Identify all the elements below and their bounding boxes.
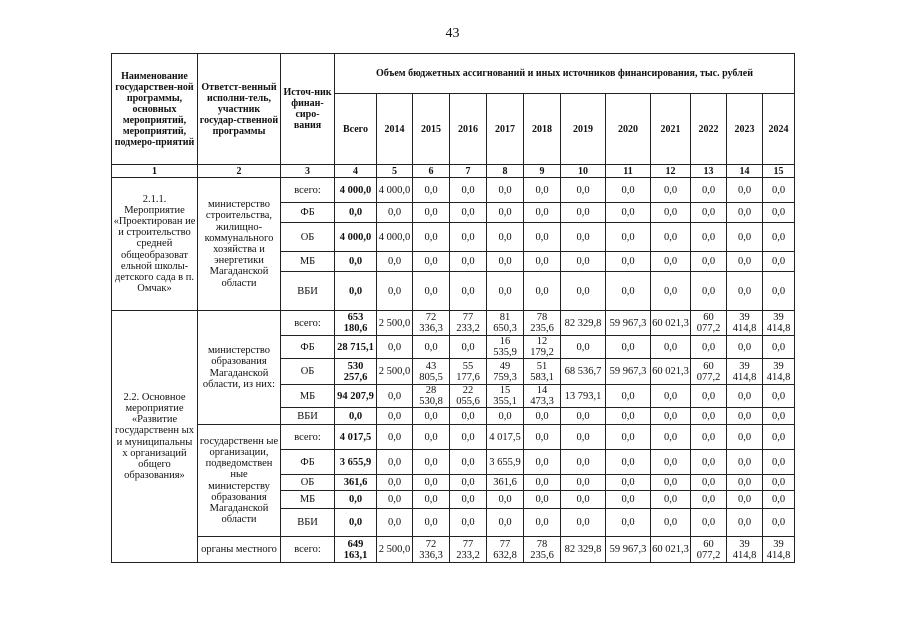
column-index-row <box>112 165 795 178</box>
amount-cell: 4 000,0 <box>377 223 413 252</box>
total-cell: 28 715,1 <box>335 336 377 359</box>
amount-cell: 0,0 <box>691 450 727 475</box>
amount-cell: 77 632,8 <box>487 537 524 563</box>
total-cell: 0,0 <box>335 252 377 272</box>
amount-cell: 0,0 <box>524 425 561 450</box>
amount-cell: 0,0 <box>691 336 727 359</box>
amount-cell: 0,0 <box>727 450 763 475</box>
amount-cell: 0,0 <box>450 336 487 359</box>
amount-cell: 0,0 <box>606 425 651 450</box>
funding-source-cell: ОБ <box>281 475 335 491</box>
amount-cell: 0,0 <box>487 252 524 272</box>
amount-cell: 0,0 <box>651 491 691 509</box>
amount-cell: 39 414,8 <box>727 311 763 336</box>
amount-cell: 0,0 <box>413 509 450 537</box>
amount-cell: 0,0 <box>651 203 691 223</box>
amount-cell: 0,0 <box>606 491 651 509</box>
amount-cell: 0,0 <box>763 491 795 509</box>
amount-cell: 0,0 <box>450 272 487 311</box>
amount-cell: 0,0 <box>524 223 561 252</box>
amount-cell: 0,0 <box>561 491 606 509</box>
amount-cell: 0,0 <box>450 203 487 223</box>
header-year-col: 2018 <box>524 94 561 165</box>
column-index: 15 <box>763 165 795 178</box>
amount-cell: 0,0 <box>651 475 691 491</box>
amount-cell: 0,0 <box>691 385 727 408</box>
amount-cell: 82 329,8 <box>561 311 606 336</box>
amount-cell: 0,0 <box>377 450 413 475</box>
amount-cell: 0,0 <box>727 272 763 311</box>
funding-source-cell: всего: <box>281 537 335 563</box>
header-program-name: Наименование государствен-ной программы, основных мероприятий, мероприятий, подмеро-приятий <box>112 54 198 165</box>
amount-cell: 60 021,3 <box>651 537 691 563</box>
funding-source-cell: всего: <box>281 178 335 203</box>
amount-cell: 0,0 <box>524 178 561 203</box>
header-year-col: 2020 <box>606 94 651 165</box>
total-cell: 94 207,9 <box>335 385 377 408</box>
column-index: 13 <box>691 165 727 178</box>
column-index: 9 <box>524 165 561 178</box>
amount-cell: 0,0 <box>413 203 450 223</box>
amount-cell: 0,0 <box>763 336 795 359</box>
amount-cell: 0,0 <box>727 425 763 450</box>
amount-cell: 0,0 <box>651 425 691 450</box>
amount-cell: 0,0 <box>377 203 413 223</box>
funding-source-cell: МБ <box>281 252 335 272</box>
amount-cell: 0,0 <box>727 385 763 408</box>
amount-cell: 0,0 <box>487 203 524 223</box>
amount-cell: 81 650,3 <box>487 311 524 336</box>
amount-cell: 0,0 <box>651 223 691 252</box>
header-year-col: 2024 <box>763 94 795 165</box>
amount-cell: 0,0 <box>691 491 727 509</box>
amount-cell: 0,0 <box>413 223 450 252</box>
amount-cell: 0,0 <box>561 408 606 425</box>
amount-cell: 0,0 <box>413 336 450 359</box>
amount-cell: 0,0 <box>561 425 606 450</box>
amount-cell: 39 414,8 <box>763 311 795 336</box>
amount-cell: 0,0 <box>413 408 450 425</box>
column-index: 3 <box>281 165 335 178</box>
amount-cell: 0,0 <box>524 475 561 491</box>
header-year-col: 2023 <box>727 94 763 165</box>
amount-cell: 78 235,6 <box>524 311 561 336</box>
amount-cell: 0,0 <box>606 475 651 491</box>
header-year-col: Всего <box>335 94 377 165</box>
amount-cell: 0,0 <box>524 203 561 223</box>
amount-cell: 12 179,2 <box>524 336 561 359</box>
amount-cell: 0,0 <box>377 252 413 272</box>
amount-cell: 0,0 <box>727 252 763 272</box>
amount-cell: 4 017,5 <box>487 425 524 450</box>
amount-cell: 0,0 <box>763 223 795 252</box>
funding-source-cell: ФБ <box>281 336 335 359</box>
funding-source-cell: МБ <box>281 385 335 408</box>
column-index: 7 <box>450 165 487 178</box>
funding-source-cell: ФБ <box>281 203 335 223</box>
amount-cell: 0,0 <box>651 178 691 203</box>
amount-cell: 0,0 <box>524 509 561 537</box>
table-row <box>112 178 795 203</box>
amount-cell: 0,0 <box>413 272 450 311</box>
amount-cell: 59 967,3 <box>606 537 651 563</box>
amount-cell: 2 500,0 <box>377 537 413 563</box>
column-index: 8 <box>487 165 524 178</box>
amount-cell: 0,0 <box>413 475 450 491</box>
amount-cell: 55 177,6 <box>450 359 487 385</box>
amount-cell: 0,0 <box>763 203 795 223</box>
amount-cell: 0,0 <box>487 178 524 203</box>
amount-cell: 0,0 <box>450 252 487 272</box>
column-index: 10 <box>561 165 606 178</box>
amount-cell: 4 000,0 <box>377 178 413 203</box>
amount-cell: 0,0 <box>606 336 651 359</box>
total-cell: 361,6 <box>335 475 377 491</box>
amount-cell: 0,0 <box>450 223 487 252</box>
amount-cell: 0,0 <box>606 509 651 537</box>
amount-cell: 0,0 <box>727 203 763 223</box>
budget-table <box>111 53 795 563</box>
funding-source-cell: ВБИ <box>281 408 335 425</box>
header-year-col: 2014 <box>377 94 413 165</box>
amount-cell: 0,0 <box>561 509 606 537</box>
amount-cell: 72 336,3 <box>413 311 450 336</box>
amount-cell: 0,0 <box>651 450 691 475</box>
amount-cell: 0,0 <box>561 450 606 475</box>
funding-source-cell: ВБИ <box>281 509 335 537</box>
amount-cell: 0,0 <box>727 223 763 252</box>
table-row <box>112 311 795 336</box>
amount-cell: 0,0 <box>561 272 606 311</box>
amount-cell: 0,0 <box>413 491 450 509</box>
amount-cell: 0,0 <box>524 450 561 475</box>
amount-cell: 0,0 <box>691 272 727 311</box>
amount-cell: 43 805,5 <box>413 359 450 385</box>
amount-cell: 0,0 <box>763 509 795 537</box>
amount-cell: 0,0 <box>727 491 763 509</box>
amount-cell: 0,0 <box>377 336 413 359</box>
amount-cell: 68 536,7 <box>561 359 606 385</box>
amount-cell: 0,0 <box>524 408 561 425</box>
amount-cell: 39 414,8 <box>727 359 763 385</box>
total-cell: 0,0 <box>335 509 377 537</box>
amount-cell: 0,0 <box>413 252 450 272</box>
total-cell: 653 180,6 <box>335 311 377 336</box>
amount-cell: 0,0 <box>450 450 487 475</box>
page-number: 43 <box>445 26 460 41</box>
amount-cell: 15 355,1 <box>487 385 524 408</box>
amount-cell: 0,0 <box>561 336 606 359</box>
header-year-col: 2022 <box>691 94 727 165</box>
amount-cell: 0,0 <box>763 450 795 475</box>
amount-cell: 22 055,6 <box>450 385 487 408</box>
amount-cell: 0,0 <box>561 203 606 223</box>
funding-source-cell: ВБИ <box>281 272 335 311</box>
program-name-cell: 2.2. Основное мероприятие «Развитие государственн ых и муниципальны х организаций общего образования» <box>112 311 198 563</box>
total-cell: 4 000,0 <box>335 223 377 252</box>
amount-cell: 0,0 <box>691 475 727 491</box>
amount-cell: 16 535,9 <box>487 336 524 359</box>
amount-cell: 60 077,2 <box>691 537 727 563</box>
amount-cell: 60 077,2 <box>691 359 727 385</box>
amount-cell: 0,0 <box>450 491 487 509</box>
executor-cell: органы местного <box>198 537 281 563</box>
amount-cell: 0,0 <box>691 425 727 450</box>
amount-cell: 0,0 <box>727 178 763 203</box>
amount-cell: 0,0 <box>727 509 763 537</box>
amount-cell: 0,0 <box>763 425 795 450</box>
amount-cell: 2 500,0 <box>377 311 413 336</box>
amount-cell: 0,0 <box>606 252 651 272</box>
amount-cell: 0,0 <box>524 272 561 311</box>
amount-cell: 0,0 <box>377 272 413 311</box>
amount-cell: 60 021,3 <box>651 359 691 385</box>
amount-cell: 0,0 <box>377 385 413 408</box>
amount-cell: 39 414,8 <box>727 537 763 563</box>
amount-cell: 28 530,8 <box>413 385 450 408</box>
amount-cell: 0,0 <box>606 385 651 408</box>
amount-cell: 0,0 <box>450 475 487 491</box>
amount-cell: 0,0 <box>450 425 487 450</box>
amount-cell: 82 329,8 <box>561 537 606 563</box>
amount-cell: 361,6 <box>487 475 524 491</box>
total-cell: 4 017,5 <box>335 425 377 450</box>
funding-source-cell: ОБ <box>281 223 335 252</box>
header-year-col: 2016 <box>450 94 487 165</box>
column-index: 12 <box>651 165 691 178</box>
header-year-col: 2015 <box>413 94 450 165</box>
amount-cell: 0,0 <box>691 178 727 203</box>
amount-cell: 51 583,1 <box>524 359 561 385</box>
header-funding-source: Источ-ник финан-сиро-вания <box>281 54 335 165</box>
amount-cell: 0,0 <box>413 425 450 450</box>
column-index: 1 <box>112 165 198 178</box>
amount-cell: 0,0 <box>727 475 763 491</box>
amount-cell: 0,0 <box>606 408 651 425</box>
executor-cell: министерство строительства, жилищно-коммунального хозяйства и энергетики Магаданской области <box>198 178 281 311</box>
total-cell: 530 257,6 <box>335 359 377 385</box>
amount-cell: 0,0 <box>763 475 795 491</box>
amount-cell: 0,0 <box>651 509 691 537</box>
amount-cell: 49 759,3 <box>487 359 524 385</box>
amount-cell: 0,0 <box>524 252 561 272</box>
total-cell: 4 000,0 <box>335 178 377 203</box>
amount-cell: 0,0 <box>606 178 651 203</box>
header-year-col: 2019 <box>561 94 606 165</box>
amount-cell: 0,0 <box>487 509 524 537</box>
amount-cell: 0,0 <box>763 408 795 425</box>
amount-cell: 0,0 <box>377 425 413 450</box>
total-cell: 0,0 <box>335 203 377 223</box>
amount-cell: 59 967,3 <box>606 311 651 336</box>
total-cell: 0,0 <box>335 272 377 311</box>
program-name-cell: 2.1.1. Мероприятие «Проектирован ие и строительство средней общеобразоват ельной школы-детского сада в п. Омчак» <box>112 178 198 311</box>
amount-cell: 0,0 <box>487 491 524 509</box>
amount-cell: 0,0 <box>727 336 763 359</box>
amount-cell: 0,0 <box>606 223 651 252</box>
funding-source-cell: МБ <box>281 491 335 509</box>
amount-cell: 0,0 <box>763 178 795 203</box>
amount-cell: 0,0 <box>450 408 487 425</box>
total-cell: 3 655,9 <box>335 450 377 475</box>
funding-source-cell: всего: <box>281 425 335 450</box>
amount-cell: 2 500,0 <box>377 359 413 385</box>
amount-cell: 0,0 <box>524 491 561 509</box>
column-index: 11 <box>606 165 651 178</box>
amount-cell: 0,0 <box>606 450 651 475</box>
amount-cell: 0,0 <box>561 223 606 252</box>
header-year-col: 2021 <box>651 94 691 165</box>
amount-cell: 0,0 <box>450 178 487 203</box>
amount-cell: 0,0 <box>651 408 691 425</box>
funding-source-cell: ОБ <box>281 359 335 385</box>
amount-cell: 0,0 <box>691 252 727 272</box>
amount-cell: 0,0 <box>487 272 524 311</box>
amount-cell: 0,0 <box>413 450 450 475</box>
column-index: 4 <box>335 165 377 178</box>
header-budget-volume: Объем бюджетных ассигнований и иных источников финансирования, тыс. рублей <box>335 54 795 94</box>
executor-cell: государственн ые организации, подведомствен ные министерству образования Магаданской области <box>198 425 281 537</box>
amount-cell: 0,0 <box>763 385 795 408</box>
amount-cell: 78 235,6 <box>524 537 561 563</box>
column-index: 14 <box>727 165 763 178</box>
amount-cell: 0,0 <box>691 203 727 223</box>
amount-cell: 39 414,8 <box>763 359 795 385</box>
amount-cell: 0,0 <box>691 509 727 537</box>
column-index: 6 <box>413 165 450 178</box>
amount-cell: 77 233,2 <box>450 311 487 336</box>
amount-cell: 0,0 <box>377 475 413 491</box>
amount-cell: 39 414,8 <box>763 537 795 563</box>
amount-cell: 0,0 <box>377 408 413 425</box>
total-cell: 0,0 <box>335 491 377 509</box>
amount-cell: 0,0 <box>487 223 524 252</box>
executor-cell: министерство образования Магаданской области, из них: <box>198 311 281 425</box>
amount-cell: 60 077,2 <box>691 311 727 336</box>
amount-cell: 0,0 <box>561 252 606 272</box>
funding-source-cell: ФБ <box>281 450 335 475</box>
amount-cell: 0,0 <box>651 336 691 359</box>
column-index: 5 <box>377 165 413 178</box>
amount-cell: 0,0 <box>450 509 487 537</box>
header-executor: Ответст-венный исполни-тель, участник государ-ственной программы <box>198 54 281 165</box>
header-year-col: 2017 <box>487 94 524 165</box>
amount-cell: 13 793,1 <box>561 385 606 408</box>
amount-cell: 0,0 <box>606 272 651 311</box>
amount-cell: 0,0 <box>727 408 763 425</box>
amount-cell: 0,0 <box>691 223 727 252</box>
amount-cell: 0,0 <box>487 408 524 425</box>
amount-cell: 60 021,3 <box>651 311 691 336</box>
table-row <box>112 425 795 450</box>
amount-cell: 0,0 <box>763 252 795 272</box>
amount-cell: 0,0 <box>606 203 651 223</box>
amount-cell: 0,0 <box>561 178 606 203</box>
amount-cell: 3 655,9 <box>487 450 524 475</box>
amount-cell: 0,0 <box>413 178 450 203</box>
amount-cell: 0,0 <box>377 491 413 509</box>
amount-cell: 0,0 <box>561 475 606 491</box>
amount-cell: 72 336,3 <box>413 537 450 563</box>
amount-cell: 59 967,3 <box>606 359 651 385</box>
amount-cell: 0,0 <box>763 272 795 311</box>
table-row <box>112 537 795 563</box>
funding-source-cell: всего: <box>281 311 335 336</box>
total-cell: 0,0 <box>335 408 377 425</box>
column-index: 2 <box>198 165 281 178</box>
amount-cell: 0,0 <box>651 252 691 272</box>
amount-cell: 0,0 <box>651 385 691 408</box>
amount-cell: 14 473,3 <box>524 385 561 408</box>
amount-cell: 0,0 <box>651 272 691 311</box>
total-cell: 649 163,1 <box>335 537 377 563</box>
amount-cell: 77 233,2 <box>450 537 487 563</box>
amount-cell: 0,0 <box>691 408 727 425</box>
amount-cell: 0,0 <box>377 509 413 537</box>
